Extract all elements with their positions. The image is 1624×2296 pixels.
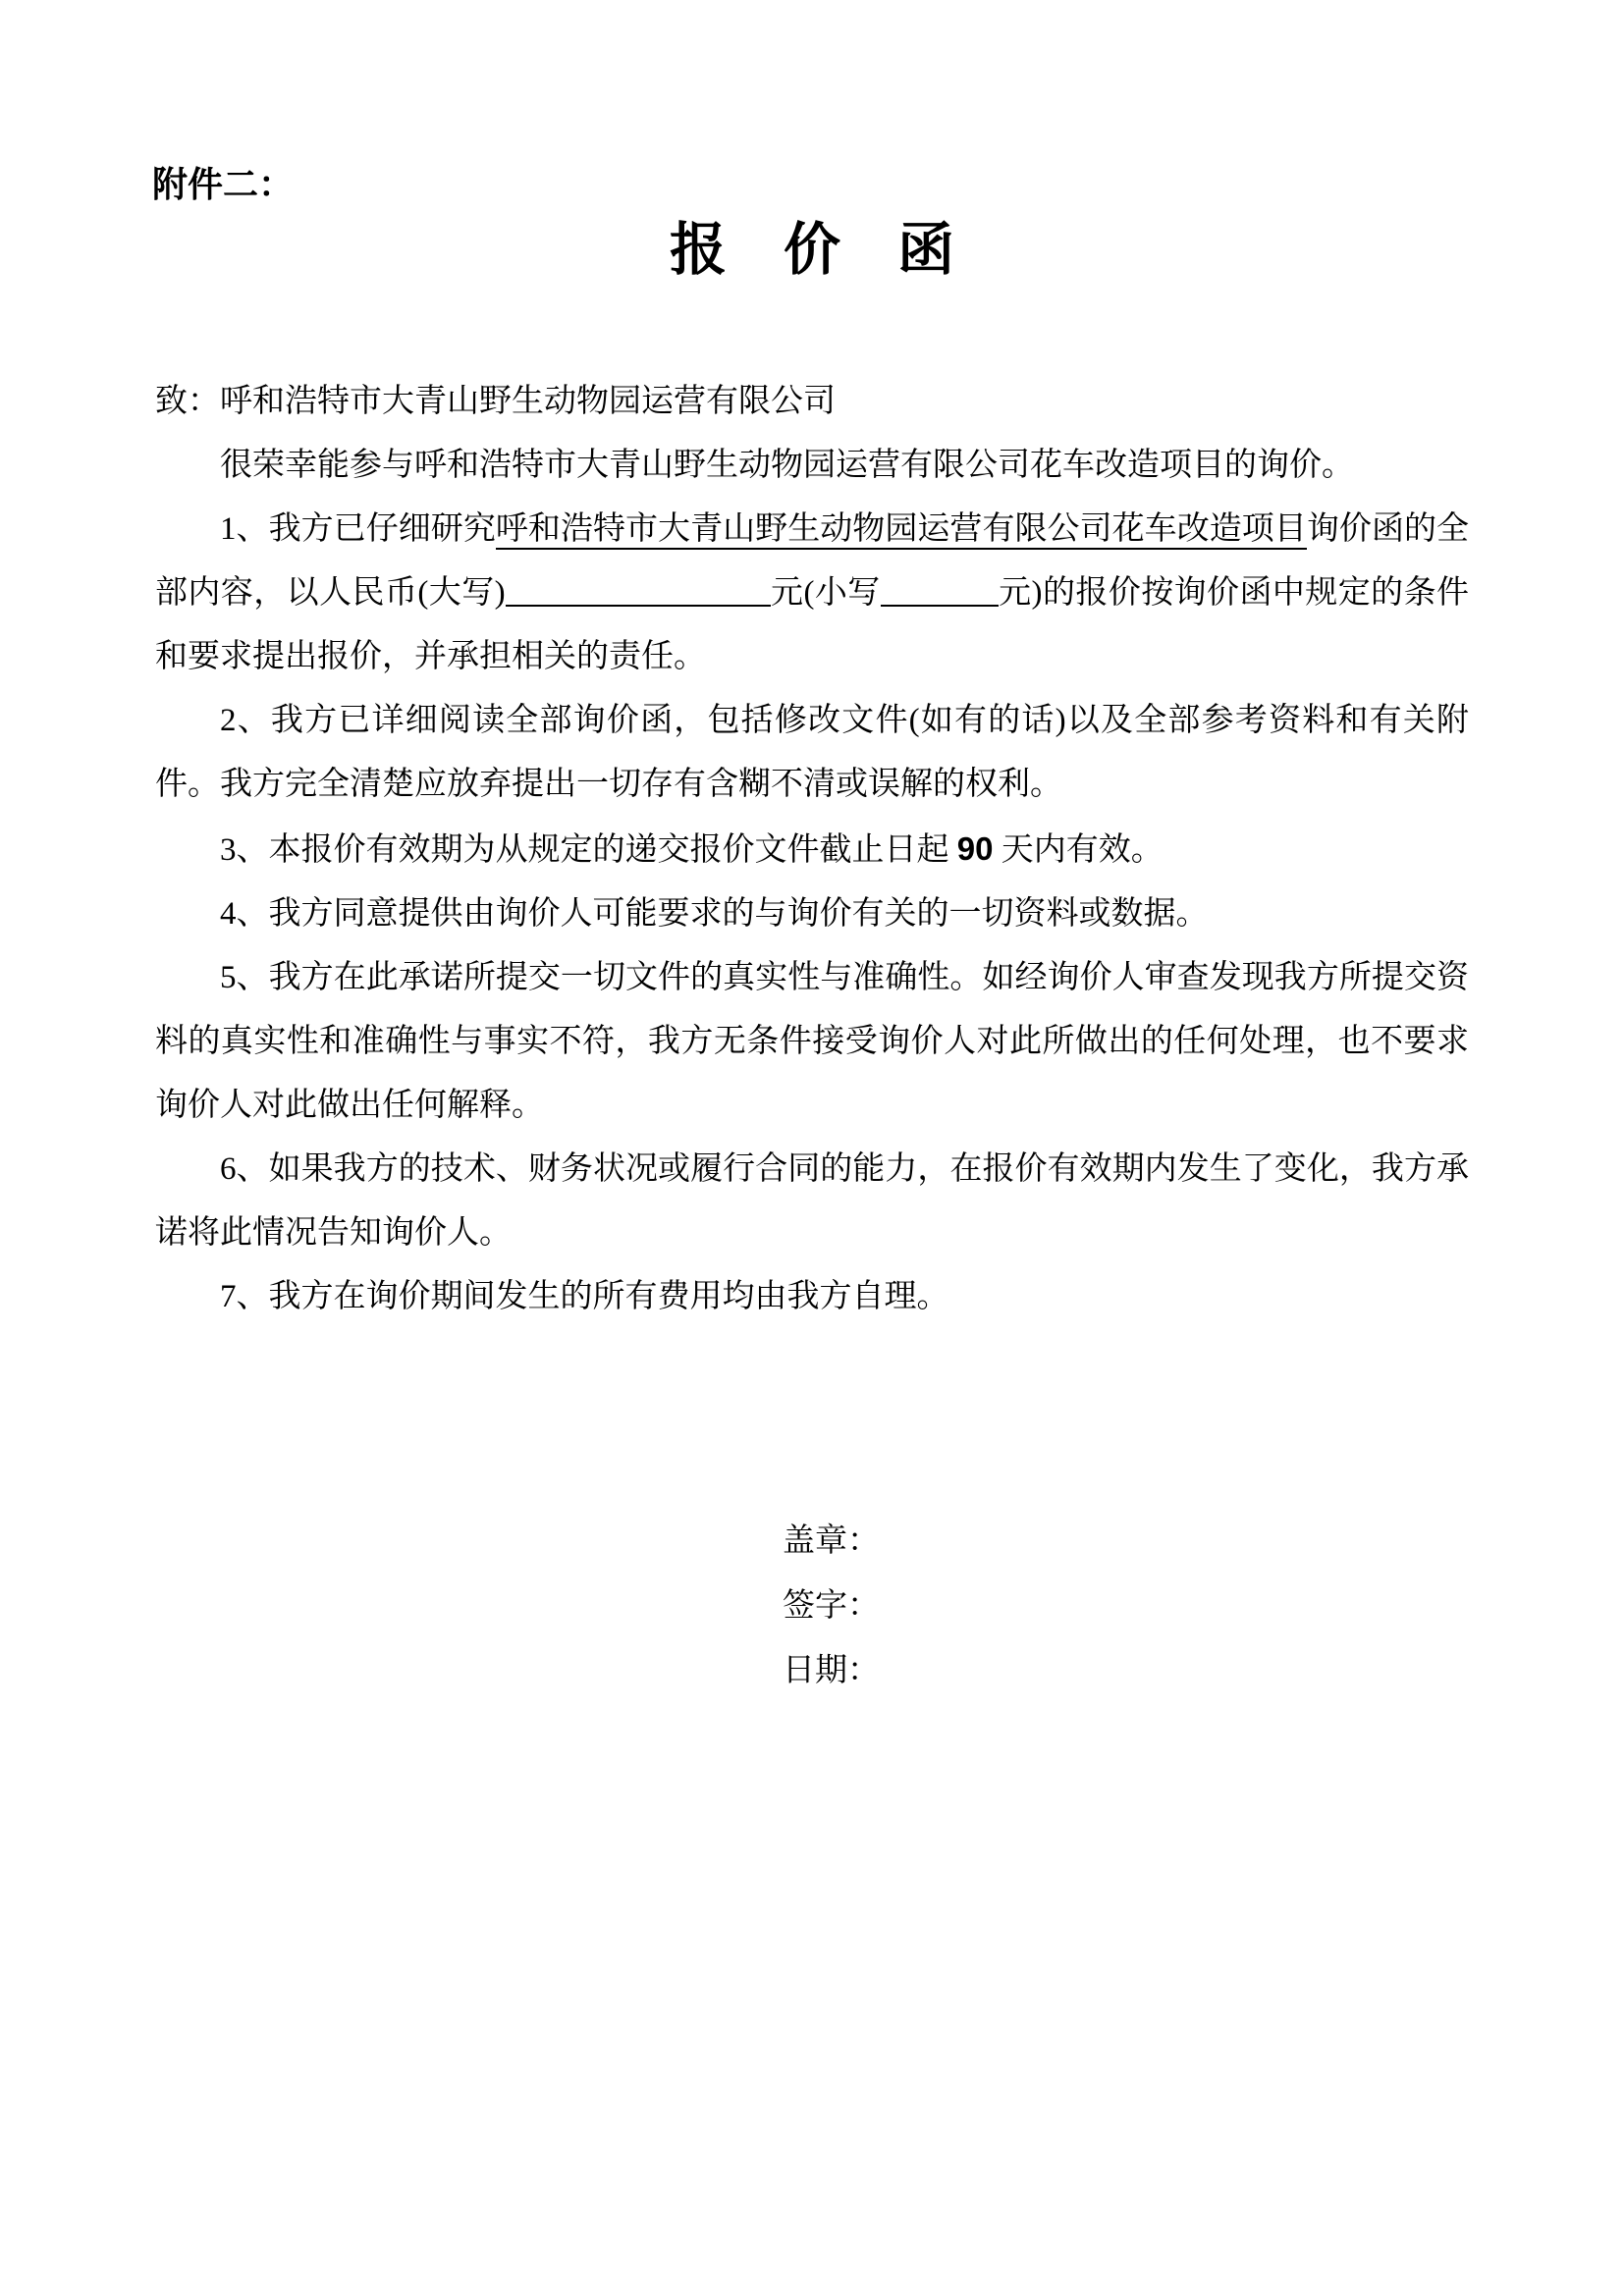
seal-line: 盖章：	[783, 1523, 880, 1559]
bold-text: 90	[956, 830, 994, 867]
clause-1	[155, 498, 1469, 689]
clause-7	[155, 1265, 1469, 1329]
text-run: 询价函的全部内容，以人民币(大写)	[155, 511, 1470, 611]
text-run: 1、我方已仔细研究	[220, 511, 496, 547]
text-run: 很荣幸能参与呼和浩特市大青山野生动物园运营有限公司花车改造项目的询价。	[220, 448, 1354, 483]
attachment-label: 附件二：	[152, 164, 295, 204]
text-run: 致：呼和浩特市大青山野生动物园运营有限公司	[155, 384, 836, 419]
intro-line	[155, 434, 1469, 498]
text-run: 7、我方在询价期间发生的所有费用均由我方自理。	[220, 1279, 949, 1314]
text-run: 元(小写	[770, 575, 881, 611]
signature-block	[783, 1509, 880, 1703]
text-run: 2、我方已详细阅读全部询价函，包括修改文件(如有的话)以及全部参考资料和有关附件。我方完全清楚应放弃提出一切存有含糊不清或误解的权利。	[155, 703, 1469, 802]
addressee-line	[155, 370, 1469, 434]
text-run: 元)的报价按询价函中规定的条件和要求提出报价，并承担相关的责任。	[155, 575, 1469, 674]
document-body	[155, 370, 1469, 1329]
text-run: 4、我方同意提供由询价人可能要求的与询价有关的一切资料或数据。	[220, 896, 1209, 932]
fill-in-blank	[506, 572, 771, 607]
clause-4	[155, 882, 1469, 946]
fill-in-blank	[881, 572, 999, 607]
text-run: 6、如果我方的技术、财务状况或履行合同的能力，在报价有效期内发生了变化，我方承诺将此情况告知询价人。	[155, 1151, 1469, 1251]
clause-2	[155, 689, 1469, 817]
signature-line: 签字：	[783, 1588, 880, 1624]
text-run: 5、我方在此承诺所提交一切文件的真实性与准确性。如经询价人审查发现我方所提交资料的真实性和准确性与事实不符，我方无条件接受询价人对此所做出的任何处理，也不要求询价人对此做出任何解释。	[155, 960, 1469, 1123]
text-run: 3、本报价有效期为从规定的递交报价文件截止日起	[220, 832, 957, 868]
clause-3	[155, 817, 1469, 882]
date-line: 日期：	[783, 1653, 880, 1688]
underlined-text: 呼和浩特市大青山野生动物园运营有限公司花车改造项目	[496, 511, 1307, 550]
clause-6	[155, 1138, 1469, 1265]
document-title: 报 价 函	[669, 218, 954, 282]
text-run: 天内有效。	[993, 832, 1164, 868]
clause-5	[155, 946, 1469, 1138]
